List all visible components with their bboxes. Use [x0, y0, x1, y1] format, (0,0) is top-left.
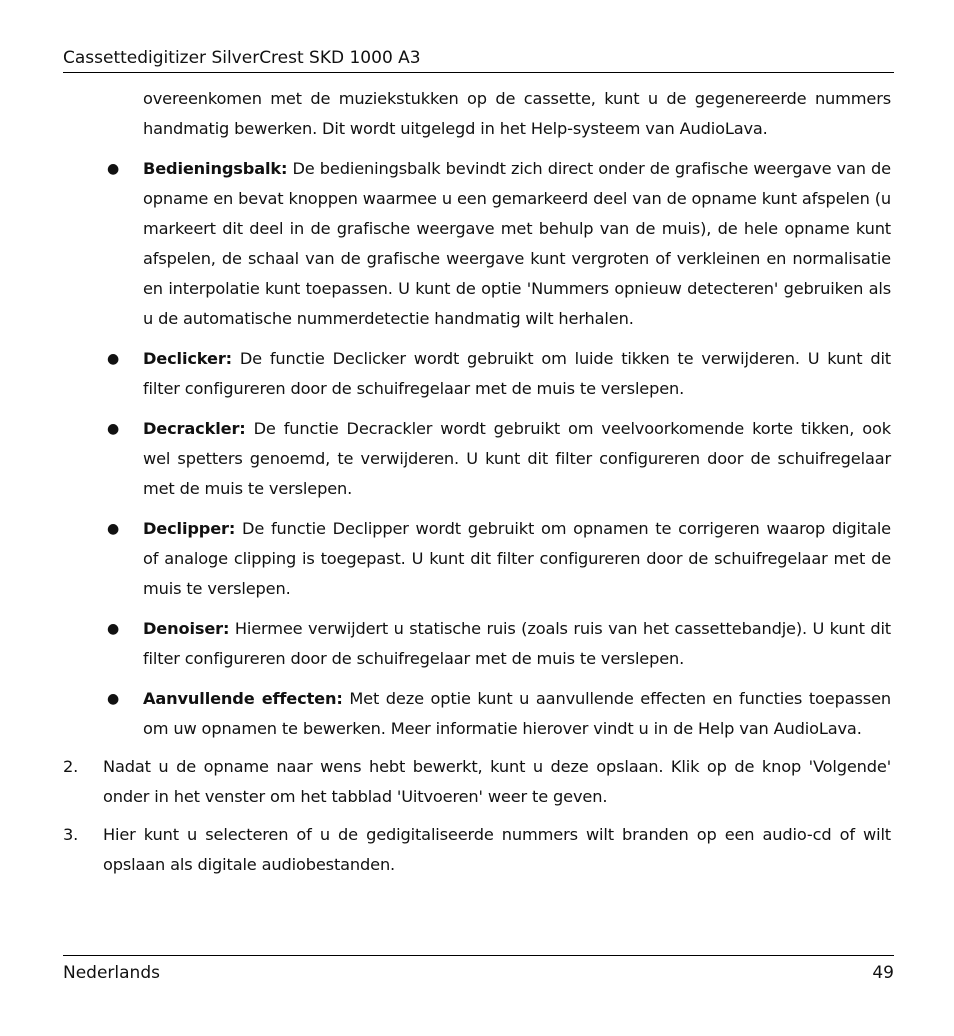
intro-continuation: overeenkomen met de muziekstukken op de cassette, kunt u de gegenereerde nummers handmatig bewerken. Dit wordt uitgelegd in het Help-systeem van AudioLava.: [143, 89, 891, 138]
header-title: Cassettedigitizer SilverCrest SKD 1000 A3: [63, 48, 421, 68]
bullet-item-declicker: [107, 344, 891, 404]
page-number: 49: [872, 963, 894, 983]
bullet-term: Decrackler:: [143, 419, 246, 438]
step-text: Nadat u de opname naar wens hebt bewerkt, kunt u deze opslaan. Klik op de knop 'Volgende' onder in het venster om het tabblad 'Uitvoeren' weer te geven.: [103, 757, 891, 806]
bullet-text: Met deze optie kunt u aanvullende effecten en functies toepassen om uw opnamen te bewerken. Meer informatie hierover vindt u in de Help van AudioLava.: [143, 689, 891, 738]
bullet-term: Declipper:: [143, 519, 236, 538]
bullet-item-declipper: [107, 514, 891, 604]
numbered-step-2: [63, 752, 891, 812]
footer-language: Nederlands: [63, 963, 160, 983]
bullet-term: Bedieningsbalk:: [143, 159, 288, 178]
bullet-icon: ●: [107, 521, 120, 537]
bullet-term: Declicker:: [143, 349, 232, 368]
bullet-icon: ●: [107, 351, 120, 367]
bullet-icon: ●: [107, 421, 120, 437]
bullet-term: Aanvullende effecten:: [143, 689, 343, 708]
bullet-item-aanvullende-effecten: [107, 684, 891, 744]
bullet-item-bedieningsbalk: [107, 154, 891, 334]
bullet-icon: ●: [107, 691, 120, 707]
bullet-text: De functie Decrackler wordt gebruikt om veelvoorkomende korte tikken, ook wel spetters genoemd, te verwijderen. U kunt dit filter configureren door de schuifregelaar met de muis te verslepen.: [143, 419, 891, 498]
bullet-item-denoiser: [107, 614, 891, 674]
bullet-item-decrackler: [107, 414, 891, 504]
bullet-text: De bedieningsbalk bevindt zich direct onder de grafische weergave van de opname en bevat knoppen waarmee u een gemarkeerd deel van de opname kunt afspelen (u markeert dit deel in de grafische weergave met behulp van de muis), de hele opname kunt afspelen, de schaal van de grafische weergave kunt vergroten of verkleinen en normalisatie en interpolatie kunt toepassen. U kunt de optie 'Nummers opnieuw detecteren' gebruiken als u de automatische nummerdetectie handmatig wilt herhalen.: [143, 159, 891, 328]
bullet-text: Hiermee verwijdert u statische ruis (zoals ruis van het cassettebandje). U kunt dit filter configureren door de schuifregelaar met de muis te verslepen.: [143, 619, 891, 668]
page-footer: [63, 955, 894, 985]
step-number: 3.: [63, 825, 79, 844]
step-number: 2.: [63, 757, 79, 776]
step-text: Hier kunt u selecteren of u de gedigitaliseerde nummers wilt branden op een audio-cd of wilt opslaan als digitale audiobestanden.: [103, 825, 891, 874]
numbered-step-3: [63, 820, 891, 880]
page-header: [63, 46, 894, 73]
page-body: [63, 84, 891, 880]
bullet-text: De functie Declicker wordt gebruikt om luide tikken te verwijderen. U kunt dit filter configureren door de schuifregelaar met de muis te verslepen.: [143, 349, 891, 398]
bullet-term: Denoiser:: [143, 619, 230, 638]
bullet-icon: ●: [107, 161, 120, 177]
bullet-text: De functie Declipper wordt gebruikt om opnamen te corrigeren waarop digitale of analoge clipping is toegepast. U kunt dit filter configureren door de schuifregelaar met de muis te verslepen.: [143, 519, 891, 598]
bullet-icon: ●: [107, 621, 120, 637]
